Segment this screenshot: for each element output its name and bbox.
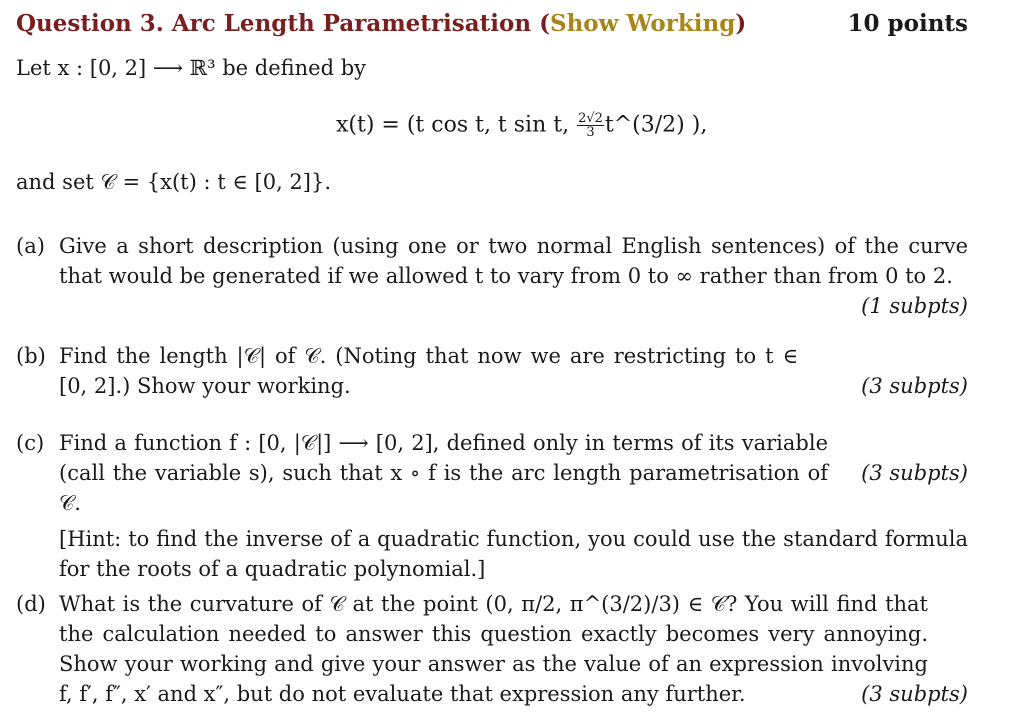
part-text: Find the length |𝒞| of 𝒞. (Noting that now we are restricting to t ∈ [0, 2].) Show your working. bbox=[59, 344, 798, 398]
subpts-label: (1 subpts) bbox=[861, 294, 968, 318]
subpts-label: (3 subpts) bbox=[861, 461, 968, 485]
part-d bbox=[16, 589, 968, 714]
part-b bbox=[16, 341, 968, 401]
question-title: Question 3. Arc Length Parametrisation (Show Working) bbox=[16, 10, 747, 37]
show-working-label: Show Working bbox=[549, 10, 736, 37]
part-a bbox=[16, 231, 968, 321]
hint-text: [Hint: to find the inverse of a quadratic function, you could use the standard formula for the roots of a quadratic polynomial.] bbox=[59, 527, 968, 581]
intro-line: Let x : [0, 2] ⟶ ℝ³ be defined by bbox=[16, 56, 367, 80]
parametrisation-formula: x(t) = (t cos t, t sin t, $\frac{2√2}{3}$ t^(3/2) ), bbox=[336, 111, 708, 140]
part-label: (c) bbox=[16, 431, 45, 455]
question-page bbox=[16, 0, 968, 723]
subpts-label: (3 subpts) bbox=[861, 682, 968, 706]
question-header bbox=[16, 10, 968, 40]
formula-fraction: $\frac{2√2}{3}$ bbox=[578, 111, 603, 140]
part-label: (d) bbox=[16, 592, 46, 616]
points-label: 10 points bbox=[847, 10, 968, 37]
part-text: Find a function f : [0, |𝒞|] ⟶ [0, 2], defined only in terms of its variable (call the variable s), such that x ∘ f is the arc length parametrisation of 𝒞. bbox=[59, 431, 828, 515]
part-text: Give a short description (using one or two normal English sentences) of the curve that would be generated if we allowed t to vary from 0 to ∞ rather than from 0 to 2. bbox=[59, 234, 968, 288]
part-label: (a) bbox=[16, 234, 45, 258]
subpts-label: (3 subpts) bbox=[861, 374, 968, 398]
part-text: What is the curvature of 𝒞 at the point (0, π/2, π^(3/2)/3) ∈ 𝒞? You will find that the calculation needed to answer this question exactly becomes very annoying. Show your working and give your answer as the value of an expression involving f, f′, f″, x′ and x″, but do not evaluate that expression any further. bbox=[59, 592, 928, 706]
part-label: (b) bbox=[16, 344, 46, 368]
curve-definition: and set 𝒞 = {x(t) : t ∈ [0, 2]}. bbox=[16, 170, 332, 194]
part-c bbox=[16, 428, 968, 581]
